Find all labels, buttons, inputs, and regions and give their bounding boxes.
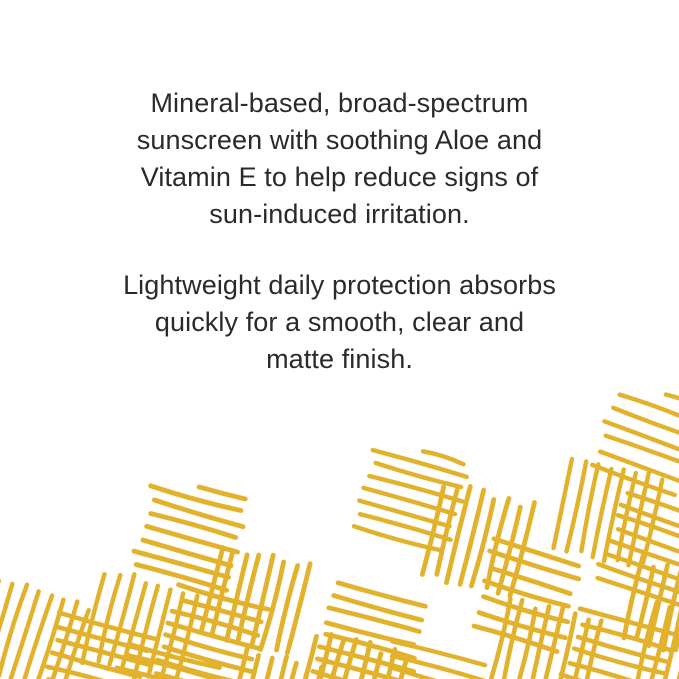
hatch-tile (201, 542, 311, 656)
hatch-tile (632, 602, 679, 679)
body-copy (0, 85, 679, 378)
paragraph-sunscreen-description (0, 85, 679, 233)
hatch-tile (553, 607, 677, 679)
hatch-tile (368, 640, 492, 679)
copy-line: sunscreen with soothing Aloe and (136, 125, 543, 155)
hatch-tile (589, 377, 679, 498)
hatch-tile (467, 539, 587, 653)
hatch-tile (0, 576, 90, 679)
copy-line: matte finish. (266, 344, 413, 374)
hatch-tile (594, 491, 679, 609)
copy-line: sun-induced irritation. (209, 199, 470, 229)
copy-line: Mineral-based, broad-spectrum (150, 88, 529, 118)
hatch-tile (99, 642, 222, 679)
hatch-tile (312, 582, 431, 679)
paragraph-lightweight-protection (0, 267, 679, 378)
hatch-tile (421, 480, 534, 598)
hatch-tile (351, 437, 473, 554)
hatch-tile (34, 613, 157, 679)
copy-line: Lightweight daily protection absorbs (123, 270, 556, 300)
copy-line: Vitamin E to help reduce signs of (140, 162, 539, 192)
copy-line: quickly for a smooth, clear and (154, 307, 525, 337)
hatch-tile (80, 567, 200, 679)
hatch-tile (129, 473, 253, 591)
hatch-tile (622, 555, 679, 659)
hatch-tile (291, 628, 410, 679)
hatch-tile (487, 595, 603, 679)
hatch-tile (223, 647, 336, 679)
hatch-tile (553, 456, 664, 570)
hatch-tile (153, 584, 272, 679)
